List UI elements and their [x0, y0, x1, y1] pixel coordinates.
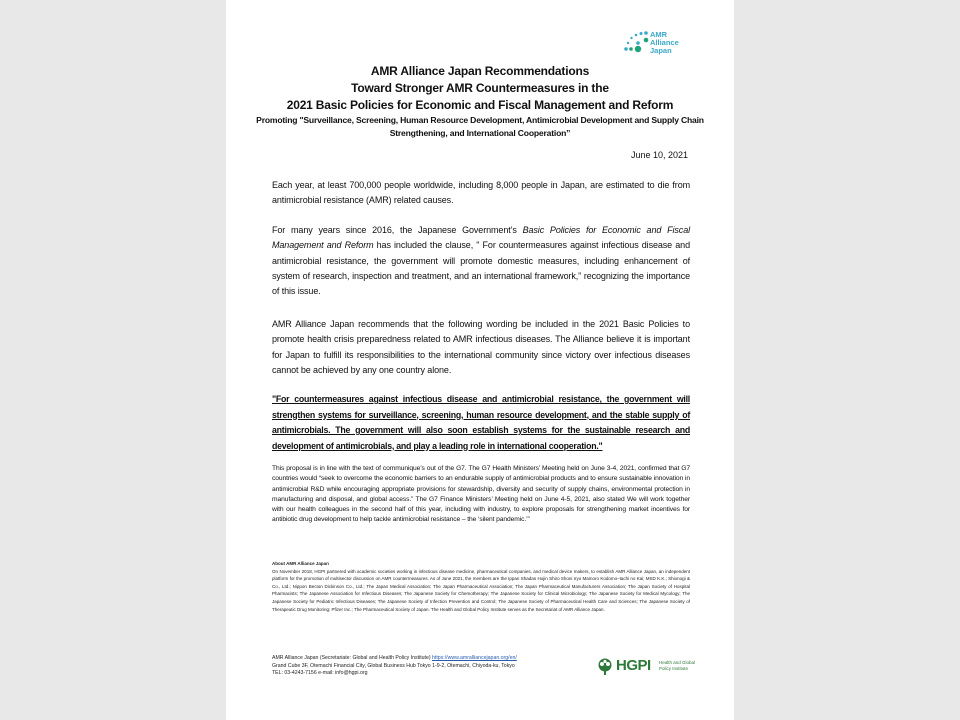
website-link[interactable]: https://www.amralliancejapan.org/en/	[432, 655, 517, 661]
paragraph-2	[272, 223, 690, 299]
subtitle: Promoting "Surveillance, Screening, Human Resource Development, Antimicrobial Development and Supply Chain Strengthening, and International Cooperation”	[256, 115, 704, 138]
title-line-2: Toward Stronger AMR Countermeasures in the	[351, 81, 609, 95]
document-title	[246, 63, 714, 140]
logo-line: Japan	[650, 46, 672, 55]
logo-line: Alliance	[650, 38, 679, 47]
g7-paragraph: This proposal is in line with the text of communique’s out of the G7. The G7 Health Ministers’ Meeting held on June 3-4, 2021, confirmed that G7 countries would “seek to overcome the economic barriers to an endurable supply of antimicrobial products and to ensure sustainable innovation in antimicrobial R&D while encouraging appropriate provisions for stewardship, diversity and security of supply chains, environmental protection in manufacturing and disposal, and global access.” The G7 Finance Ministers’ Meeting held on June 4-5, 2021, also stated We will work together with our health colleagues in the second half of this year, including with industry, to explore proposals for strengthening market incentives for antibiotic drug development to help tackle antimicrobial resistance – the ‘silent pandemic.’”	[272, 465, 690, 524]
footer-org: AMR Alliance Japan (Secretariate: Global and Health Policy Institute)	[272, 655, 433, 661]
text: For many years since 2016, the Japanese Government’s	[272, 225, 523, 235]
logo-text	[650, 31, 679, 55]
hgpi-full-name: Health and Global Policy Institute	[659, 660, 696, 671]
footer-contact	[272, 655, 517, 678]
paragraph-3: AMR Alliance Japan recommends that the following wording be included in the 2021 Basic Policies to promote health crisis preparedness related to AMR infectious diseases. The Alliance believe it is important for Japan to fulfill its responsibilities to the international community since victory over infectious diseases cannot be achieved by any one country alone.	[272, 319, 690, 375]
title-line-3: 2021 Basic Policies for Economic and Fiscal Management and Reform	[286, 98, 674, 112]
tree-icon	[596, 658, 614, 676]
footer-address: Grand Cube 3F, Otemachi Financial City, Global Business Hub Tokyo 1-9-2, Otemachi, Chiyoda-ku, Tokyo	[272, 662, 515, 669]
about-section	[272, 560, 690, 613]
footer-phone-email: TEL: 03-4243-7156 e-mail: info@hgpi.org	[272, 670, 368, 677]
hgpi-name: HGPI	[616, 657, 651, 674]
title-line-1: AMR Alliance Japan Recommendations	[370, 64, 590, 78]
document-page	[226, 0, 734, 720]
dots-logo-icon	[622, 30, 650, 60]
policy-name: Basic Policies for Economic and Fiscal Management and Reform	[272, 225, 690, 251]
recommended-wording: "For countermeasures against infectious disease and antimicrobial resistance, the government will strengthen systems for surveillance, screening, human resource development, and the stable supply of antimicrobials. The government will also soon establish systems for the sustainable research and development of antimicrobials, and play a leading role in international cooperation."	[272, 394, 690, 451]
about-text: On November 2018, HGPI partnered with academic societies working in infectious disease medicine, pharmaceutical companies, and medical device makers, to establish AMR Alliance Japan, an independent platform for the promotion of multisector discussion on AMR countermeasures. As of June 2021, the members are the Ippan Shadan Hojin Shiro Shoni Iryo Mamoro Kodomo–tachi no Kai; MSD K.K.; Shionogi & Co., Ltd.; Nippon Becton Dickinson Co., Ltd.; The Japan Medical Association; The Japan Pharmaceutical Association; The Japan Pharmaceutical Manufacturers Association; The Japan Society of Hospital Pharmacists; The Japanese Association for Infectious Diseases; The Japanese Society for Chemotherapy; The Japanese Society for Clinical Microbiology; The Japanese Society for Medical Mycology; The Japanese Society for Pediatric Infectious Diseases; The Japanese Society of Infection Prevention and Control; The Japanese Society of Pharmaceutical Health Care and Sciences; The Japanese Society of Therapeutic Drug Monitoring; Pfizer Inc.; The Pharmaceutical Society of Japan. The Health and Global Policy Institute serves as the Secretariat of AMR Alliance Japan.	[272, 568, 690, 612]
text: has included the clause, " For countermeasures against infectious disease and antimicrobial resistance, the government will promote domestic measures, including enhancement of system of research, inspection and treatment, and an international framework,” recognizing the importance of this issue.	[272, 240, 690, 297]
amr-alliance-logo	[622, 30, 692, 62]
hgpi-logo	[596, 657, 696, 677]
about-heading: About AMR Alliance Japan	[272, 561, 329, 566]
logo-line: AMR	[650, 30, 668, 39]
document-date: June 10, 2021	[630, 150, 688, 160]
paragraph-1: Each year, at least 700,000 people worldwide, including 8,000 people in Japan, are estimated to die from antimicrobial resistance (AMR) related causes.	[272, 180, 690, 206]
